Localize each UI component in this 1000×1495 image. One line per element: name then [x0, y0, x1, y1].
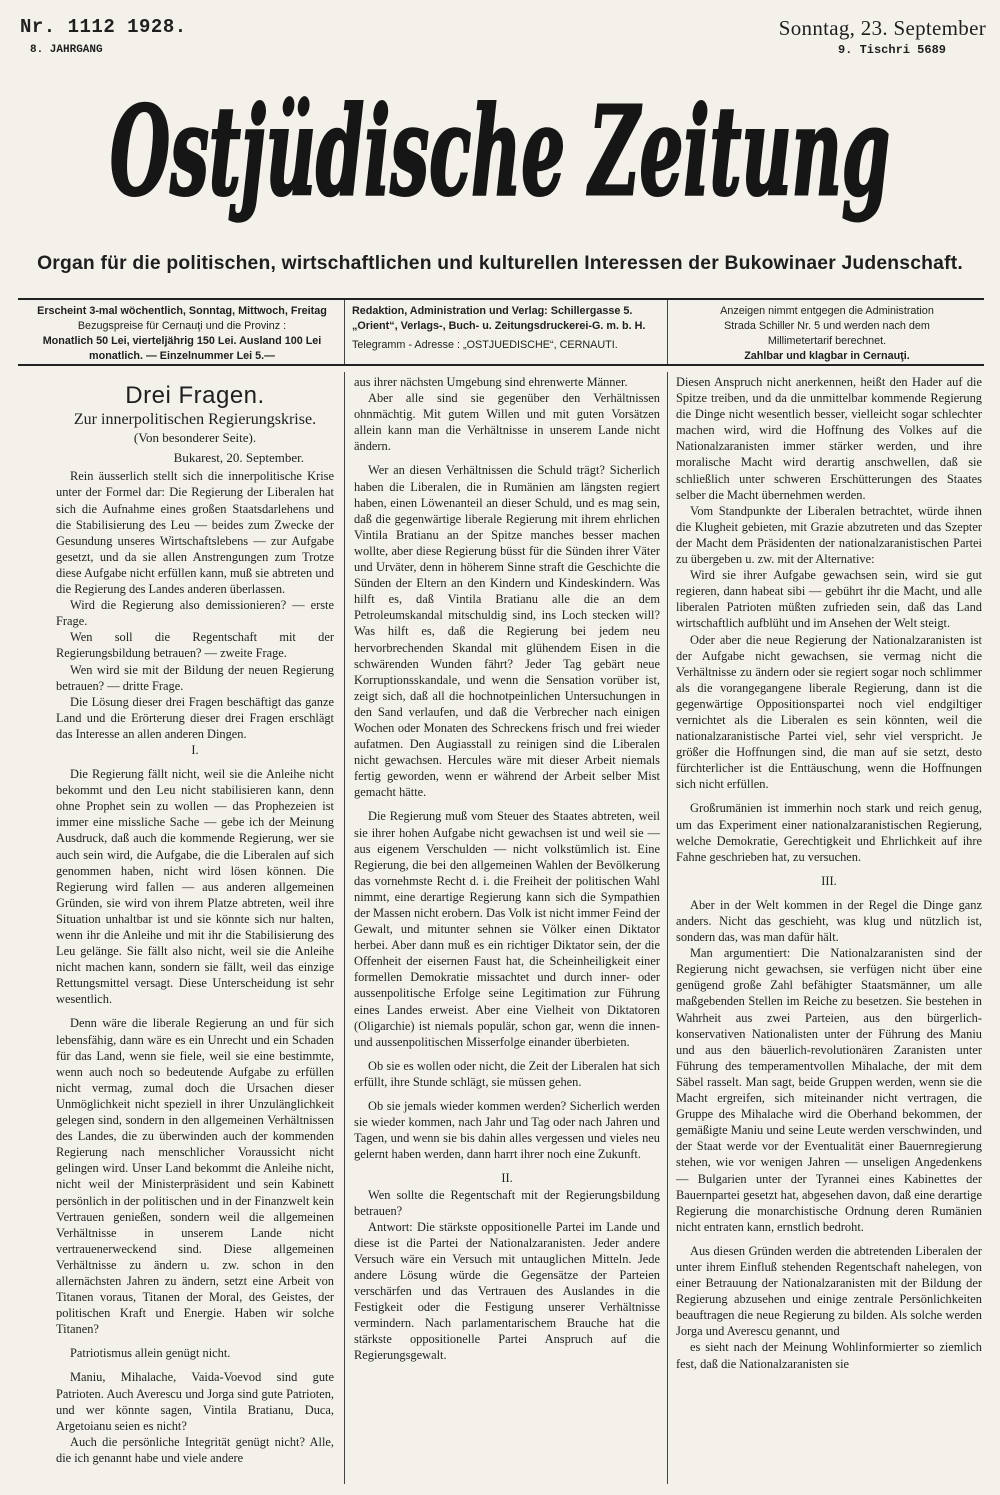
paragraph: Aber in der Welt kommen in der Regel die Dinge ganz anders. Nicht das geschieht, was klug und nützlich ist, sondern das, was man dafür hält.	[676, 897, 982, 945]
info-line: „Orient“, Verlags-, Buch- u. Zeitungsdruckerei-G. m. b. H.	[352, 320, 646, 332]
paragraph: Man argumentiert: Die Nationalzaranisten sind der Regierung nicht gewachsen, sie verfügen nicht über eine genügend große Zahl befähigter Staatsmänner, um alle maßgebenden Stellen im Reiche zu besetzen. Sie bestehen in Wahrheit aus zwei Parteien, aus den bürgerlich-konservativen Nationalisten unter der Führung des Maniu und aus den bäuerlich-revolutionären Zaranisten unter Führung des temperamentvollen Mihalache, der mit dem Säbel rasselt. Man sagt, beide Gruppen werden, wenn sie die Macht ergreifen, sich miteinander nicht vertragen, die Gruppe des Mihalache wird die Oberhand bekommen, der gemäßigte Maniu und seine Leute werden verschwinden, und der Staat werde vor der Eventualität einer Bauernregierung stehen, wie vor wenigen Jahren — unseligen Angedenkens — Bulgarien unter der Tyrannei eines Kabinettes der Bauernpartei gesetzt hat, abgesehen davon, daß eine derartige Regierung die monarchistische Ordnung deren Rumänien nicht entraten kann, ernstlich bedroht.	[676, 946, 982, 1234]
paragraph: Vom Standpunkte der Liberalen betrachtet, würde ihnen die Klugheit gebieten, mit Grazie abzutreten und das Szepter der Macht dem Präsidenten der nationalzaranistischen Partei zu übergeben u. zw. mit der Alternative:	[676, 503, 982, 567]
article-column-1	[56, 374, 334, 1466]
info-top-rule	[18, 298, 984, 300]
paragraph: Aus diesen Gründen werden die abtretenden Liberalen der unter ihrem Einfluß stehenden Regentschaft nahelegen, von einer Betrauung der Nationalzaranisten mit der Bildung der Regierung abzusehen und einige zentrale Persönlichkeiten beauftragen die neue Regierung zu bilden. Als solche werden Jorga und Averescu genannt, und	[676, 1243, 982, 1339]
info-line: Monatlich 50 Lei, vierteljährig 150 Lei. Ausland 100 Lei	[42, 335, 322, 347]
subscription-info	[26, 304, 338, 360]
info-bottom-rule	[18, 364, 984, 366]
section-number: II.	[501, 1171, 513, 1186]
article-dateline: Bukarest, 20. September.	[173, 450, 304, 466]
paragraph: Maniu, Mihalache, Vaida-Voevod sind gute Patrioten. Auch Averescu und Jorga sind gute Patrioten, und wer könnte sagen, Vintila Bratianu, Duca, Argetoianu seien es nicht?	[56, 1370, 334, 1433]
masthead-title: Ostjüdische Zeitung	[110, 79, 890, 223]
paragraph: Diesen Anspruch nicht anerkennen, heißt den Hader auf die Spitze treiben, und da die unmittelbar kommende Regierung die Dinge nicht wesentlich besser, vielleicht sogar schlechter machen wird, wird die Hoffnung des Volkes auf die Nationalzaranisten immer stärker werden, und ihre moralische Macht wird derartig anschwellen, daß sie schließlich unter schweren Erschütterungen des Staates selber die Macht übernehmen werden.	[676, 375, 982, 502]
section-number: III.	[821, 873, 837, 888]
paragraph: Rein äusserlich stellt sich die innerpolitische Krise unter der Formel dar: Die Regierung der Liberalen hat sich die Aufnahme eines großen Staatsdarlehens und die Stabilisierung des Leu — beides zum Zwecke der Gesundung unseres Wirtschaftslebens — zur Aufgabe gesetzt, und da sie allen Anstrengungen zum Trotze diese Aufgabe nicht erfüllen kann, muß sie abtreten und die Regierung des Landes anderen überlassen.	[56, 469, 334, 597]
info-line: Telegramm - Adresse : „OSTJUEDISCHE“, CERNAUTI.	[352, 339, 618, 351]
issue-header	[20, 16, 187, 56]
paragraph: Patriotismus allein genügt nicht.	[70, 1346, 231, 1361]
paragraph: Wird die Regierung also demissionieren? — erste Frage.	[56, 598, 334, 629]
paragraph: es sieht nach der Meinung Wohlinformierter so ziemlich fest, daß die Nationalzaranisten sie	[676, 1340, 982, 1371]
info-line: Millimetertarif berechnet.	[767, 335, 887, 347]
info-line: Erscheint 3-mal wöchentlich, Sonntag, Mittwoch, Freitag	[37, 305, 327, 317]
advertising-info	[674, 304, 980, 360]
paragraph: Denn wäre die liberale Regierung an und für sich lebensfähig, dann wäre es ein Unrecht und ein Schaden für das Land, wenn sie fiele, weil sie eine bestimmte, wenn auch noch so bedeutende Aufgabe zu erfüllen nicht vermag, zumal doch die Ursachen dieser Unmöglichkeit nicht speziell in ihrer Unzulänglichkeit gelegen sind, sondern in den allgemeinen Verhältnissen des Landes, die zu überwinden auch der kommenden Regierung nach menschlicher Voraussicht nicht gelingen wird. Unser Land bekommt die Anleihe nicht, nicht weil der Ministerpräsident und sein Kabinett persönlich in der politischen und in der Finanzwelt kein Vertrauen genießen, sondern weil die allgemeinen Verhältnisse in unserem Lande nicht vertrauenerweckend sind. Diese allgemeinen Verhältnisse zu ändern u. zw. schon in den allernächsten Jahren zu ändern, setzt eine Arbeit von Titanen voraus, Titanen der Moral, des Geistes, der politischen Kraft und Energie. Haben wir solche Titanen?	[56, 1016, 334, 1337]
article-title: Drei Fragen.	[125, 382, 265, 409]
masthead	[0, 62, 1000, 242]
editorial-info	[352, 304, 662, 360]
paragraph: Antwort: Die stärkste oppositionelle Partei im Lande und diese ist die Partei der Nationalzaranisten. Jeder andere Versuch wäre ein Versuch mit untauglichen Mitteln. Jede andere Lösung würde die Gegensätze der Parteien verschärfen und das Vertrauen des Auslandes in die Festigkeit oder die Festigung unserer Verhältnisse vermindern. Nach parlamentarischem Brauche hat die stärkste oppositionelle Partei Anspruch auf die Regierungsgewalt.	[354, 1219, 660, 1363]
paragraph: Wen wird sie mit der Bildung der neuen Regierung betrauen? — dritte Frage.	[56, 662, 334, 693]
info-line: Anzeigen nimmt entgegen die Administration	[720, 305, 934, 317]
paragraph: Wen sollte die Regentschaft mit der Regierungsbildung betrauen?	[354, 1187, 660, 1218]
paragraph: Wird sie ihrer Aufgabe gewachsen sein, wird sie gut regieren, dann habeat sibi — gebührt ihr die Macht, und alle liberalen Patrioten müßten zufrieden sein, daß das Land wirtschaftlich aufblüht und im Ansehen der Welt steigt.	[676, 568, 982, 631]
info-line: Redaktion, Administration und Verlag: Schillergasse 5.	[352, 305, 633, 317]
info-line: Strada Schiller Nr. 5 und werden nach dem	[724, 320, 930, 332]
paragraph: Die Regierung fällt nicht, weil sie die Anleihe nicht bekommt und den Leu nicht stabilisieren kann, denn ohne Prophet sein zu wollen — das Prophezeien ist immer eine missliche Sache — gebe ich der Meinung Ausdruck, daß auch die kommende Regierung, wer sie auch sein wird, die Aufgabe, die die Liberalen auf sich genommen haben, nicht wird lösen können. Die Regierung wird fallen — aus anderen allgemeinen Gründen, sie wird von ihrem Platze abtreten, weil ihre Situation unhaltbar ist und sie könnte sich nur halten, wenn ihr die Anleihe und mit ihr die Stabilisierung des Leu gelänge. Sie fällt also nicht, weil sie die Anleihe nicht machen kann, sondern sie fällt, weil das einzige Rettungsmittel versagt. Diese Unterscheidung ist sehr wesentlich.	[56, 767, 334, 1007]
masthead-logo	[0, 62, 1000, 242]
paragraph: Wen soll die Regentschaft mit der Regierungsbildung betrauen? — zweite Frage.	[56, 630, 334, 661]
date-header	[779, 16, 986, 57]
hebrew-date: 9. Tischri 5689	[837, 43, 946, 57]
column-divider-2	[667, 372, 668, 1484]
section-number: I.	[191, 742, 199, 757]
paragraph: Oder aber die neue Regierung der Nationalzaranisten ist der Aufgabe nicht gewachsen, sie vermag nicht die Verhältnisse zu ändern oder sie regiert sogar noch schlimmer als die vorangegangene liberale Regierung, dann ist die gegenwärtige Oppositionspartei noch viel endgiltiger vernichtet als die Liberalen es sein könnten, weil die nationalzaranistische Partei viel, sehr viel verspricht. Je größer die Hoffnungen sind, die man auf sie setzt, desto fürchterlicher ist die Enttäuschung, wenn die Hoffnungen sich nicht erfüllen.	[676, 632, 982, 792]
paragraph: Die Lösung dieser drei Fragen beschäftigt das ganze Land und die Erörterung dieser drei Fragen erschlägt das Interesse an allen anderen Dingen.	[56, 694, 334, 741]
info-line: Bezugspreise für Cernauţi und die Provinz :	[77, 320, 287, 332]
masthead-subtitle: Organ für die politischen, wirtschaftlichen und kulturellen Interessen der Bukowinaer Judenschaft.	[37, 252, 963, 274]
paragraph: Die Regierung muß vom Steuer des Staates abtreten, weil sie ihrer hohen Aufgabe nicht gewachsen ist und weil sie — aus eigenem Verschulden — nicht volkstümlich ist. Eine Regierung, die bei den allgemeinen Wahlen der Bevölkerung das vornehmste Recht d. i. die Freiheit der politischen Wahl nimmt, eine derartige Regierung kann sich die Sympathien der Massen nicht erobern. Das Volk ist nicht immer Feind der Gewalt, und mitunter sehnen sie Völker einen Diktator herbei. Aber dann muß es ein richtiger Diktator sein, der die Offenheit der eisernen Faust hat, die Scheinheiligkeit einer formellen Demokratie missachtet und durch inner- oder aussenpolitische Erfolge seine Legitimation zur Führung eines Landes erweist. Aber eine Vielheit von Diktatoren (Oligarchie) ist niemals populär, schon gar, wenn die innen- und aussenpolitischen Misserfolge einander überbieten.	[354, 809, 660, 1049]
paragraph: aus ihrer nächsten Umgebung sind ehrenwerte Männer.	[354, 375, 628, 389]
issue-date: Sonntag, 23. September	[778, 16, 986, 40]
paragraph: Ob sie es wollen oder nicht, die Zeit der Liberalen hat sich erfüllt, ihre Stunde schlägt, sie müssen gehen.	[354, 1058, 660, 1089]
volume-label: 8. JAHRGANG	[30, 44, 103, 56]
paragraph: Großrumänien ist immerhin noch stark und reich genug, um das Experiment einer nationalzaranistischen Regierung, welche Demokratie, Gerechtigkeit und Ehrlichkeit auf ihre Fahne geschrieben hat, zu versuchen.	[676, 801, 982, 864]
article-subtitle: Zur innerpolitischen Regierungskrise.	[73, 411, 317, 429]
info-divider-1	[344, 300, 345, 364]
paragraph: Auch die persönliche Integrität genügt nicht? Alle, die ich genannt habe und viele andere	[56, 1434, 334, 1465]
article-author: (Von besonderer Seite).	[133, 430, 257, 446]
paragraph: Aber alle sind sie gegenüber den Verhältnissen ohnmächtig. Mit gutem Willen und mit guten Vorsätzen allein kann man die Verhältnisse in unserem Lande nicht ändern.	[354, 391, 660, 454]
info-divider-2	[667, 300, 668, 364]
info-line: Zahlbar und klagbar in Cernauţi.	[744, 350, 910, 362]
article-column-3	[676, 374, 982, 1372]
issue-number: Nr. 1112 1928.	[20, 16, 187, 38]
paragraph: Wer an diesen Verhältnissen die Schuld trägt? Sicherlich haben die Liberalen, die in Rumänien am längsten regiert haben, einen Löwenanteil an dieser Schuld, und es mag sein, daß die gegenwärtige liberale Regierung mit ihrem ehrlichen Vintila Bratianu an der Spitze manches besser machen wollte, aber diese Regierung büsst für die Sünden ihrer Väter und Urväter, denn in höherem Sinne straft die Geschichte die Sünden der Eltern an den Kindern und Kindeskindern. Was hilft es, daß Vintila Bratianu alle die an dem Petroleumskandal mitschuldig sind, ins Loch stecken will? Was hilft es, daß die Regierung bei jedem neu hervorbrechenden Skandal mit glühendem Eisen in die schwärenden Wunden fährt? Jeder Tag gebärt neue Korruptionsskandale, und wenn die Sensation vorüber ist, zeigt sich, daß all die hochnotpeinlichen Untersuchungen in den Sand verlaufen, und daß die Verbrecher nach einigen Wochen oder Monaten des Schreckens frisch und frei wieder aufatmen. Den Augiasstall zu reinigen sind die Liberalen nicht gewachsen. Hercules wäre mit dieser Arbeit niemals fertig geworden, wenn er während der Arbeit selber Mist gemacht hätte.	[354, 463, 660, 800]
paragraph: Ob sie jemals wieder kommen werden? Sicherlich werden sie wieder kommen, nach Jahr und Tag oder nach Jahren und Tagen, und wenn sie bis dahin alles vergessen und vieles neu gelernt haben werden, dann harrt ihrer noch eine Zukunft.	[354, 1099, 660, 1162]
info-line: monatlich. — Einzelnummer Lei 5.—	[89, 350, 275, 362]
column-divider-1	[344, 372, 345, 1484]
article-column-2	[354, 374, 660, 1364]
